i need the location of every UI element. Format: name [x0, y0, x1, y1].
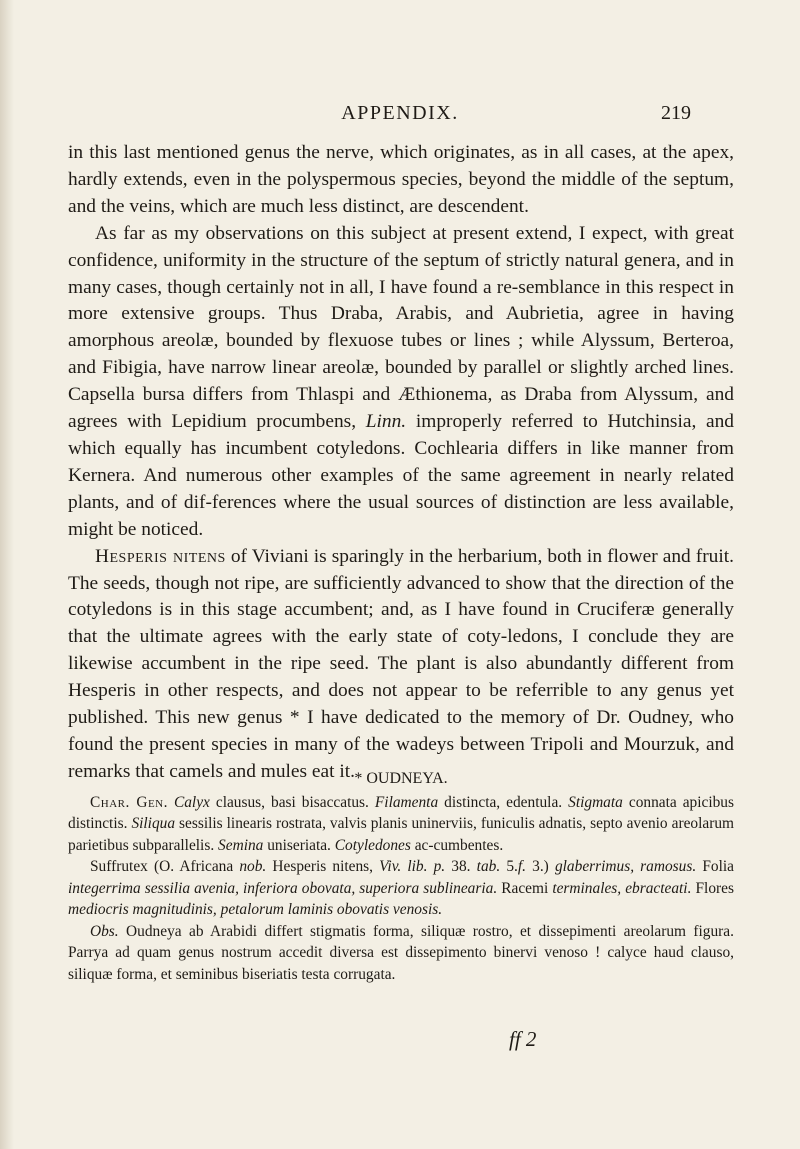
authority-abbrev: Linn.	[365, 411, 407, 433]
signature-mark: ff 2	[509, 1027, 537, 1051]
paragraph-2: As far as my observations on this subject at present extend, I expect, with great confidence, uniformity in the structure of the septum of strictly natural genera, and in many cases, though certainly not in all, I have found a re-semblance in this respect in more extensive groups. Thus Draba, Arabis, and Aubrietia, agree in having amorphous areolæ, bounded by flexuose tubes or lines ; while Alyssum, Berteroa, and Fibigia, have narrow linear areolæ, bounded by parallel or slightly arched lines. Capsella bursa differs from Thlaspi and Æthionema, as Draba from Alyssum, and agrees with Lepidium procumbens, Linn. improperly referred to Hutchinsia, and which equally has incumbent cotyledons. Cochlearia differs in like manner from Kernera. And numerous other examples of the same agreement in nearly related plants, and of dif-ferences where the usual sources of distinction are less available, might be noticed.	[68, 222, 734, 540]
paragraph-1: in this last mentioned genus the nerve, which originates, as in all cases, at the apex, hardly extends, even in the polyspermous species, beyond the middle of the septum, and the veins, which are much less distinct, are descendent.	[68, 142, 734, 217]
page-edge-shadow	[0, 0, 14, 1149]
footnote-heading: * OUDNEYA.	[354, 770, 448, 787]
observation: Obs. Oudneya ab Arabidi differt stigmatis forma, siliquæ rostro, et dissepimenti areolarum figura. Parrya ad quam genus nostrum accedit diversa est dissepimento binervi venoso ! calyce haud clauso, siliquæ forma, et seminibus biseriatis testa corrugata.	[68, 922, 734, 983]
paragraph-3: Hesperis nitens of Viviani is sparingly in the herbarium, both in flower and fruit. The seeds, though not ripe, are sufficiently advanced to show that the direction of the cotyledons is in this stage accumbent; and, as I have found in Cruciferæ generally that the ultimate agrees with the early state of coty-ledons, I conclude they are likewise accumbent in the ripe seed. The plant is also abundantly different from Hesperis in other respects, and does not appear to be referrible to any genus yet published. This new genus * I have dedicated to the memory of Dr. Oudney, who found the present species in many of the wadeys between Tripoli and Mourzuk, and remarks that camels and mules eat it.	[68, 545, 734, 782]
main-text	[68, 140, 734, 786]
species-name: Hesperis nitens	[95, 545, 226, 567]
page-header	[0, 102, 800, 132]
footnote	[68, 768, 734, 985]
page-number: 219	[661, 102, 691, 124]
species-description: Suffrutex (O. Africana nob. Hesperis nitens, Viv. lib. p. 38. tab. 5.f. 3.) glaberrimus, ramosus. Folia integerrima sessilia avenia, inferiora obovata, superiora sublinearia. Racemi terminales, ebracteati. Flores mediocris magnitudinis, petalorum laminis obovatis venosis.	[68, 858, 734, 918]
genus-character: Char. Gen. Calyx clausus, basi bisaccatus. Filamenta distincta, edentula. Stigmata connata apicibus distinctis. Siliqua sessilis linearis rostrata, valvis planis uninerviis, funiculis adnatis, septo avenio areolarum parietibus subparallelis. Semina uniseriata. Cotyledones ac-cumbentes.	[68, 793, 734, 854]
running-title: APPENDIX.	[341, 102, 459, 124]
